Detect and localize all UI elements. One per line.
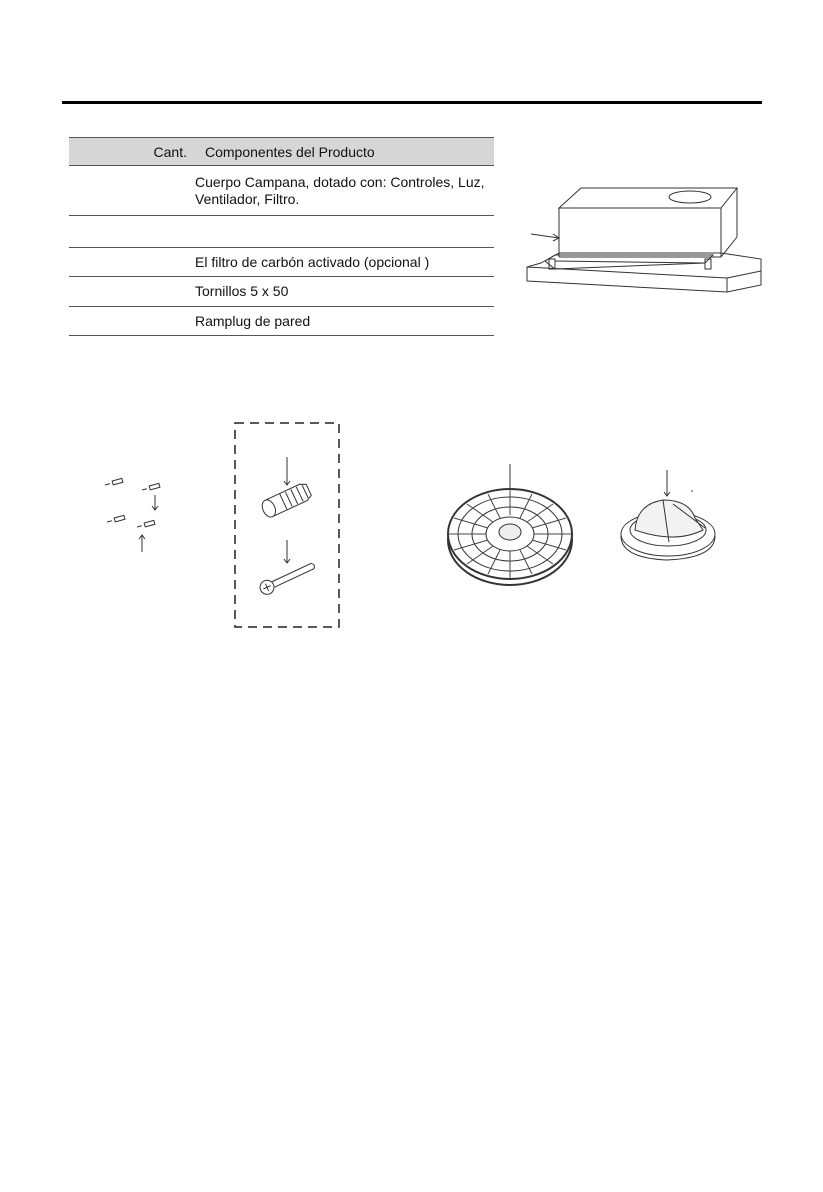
table-row — [69, 216, 494, 248]
wall-plug-and-screw-icon — [232, 420, 342, 630]
row-qty — [69, 307, 191, 336]
row-component: Ramplug de pared — [191, 307, 494, 336]
table-row — [69, 166, 494, 216]
header-rule — [62, 101, 762, 104]
row-qty — [69, 216, 191, 248]
row-qty — [69, 166, 191, 216]
header-component: Componentes del Producto — [191, 138, 494, 166]
table-row — [69, 277, 494, 307]
row-component — [191, 216, 494, 248]
row-qty — [69, 248, 191, 277]
row-qty — [69, 277, 191, 307]
table-row — [69, 307, 494, 336]
flue-connector-icon — [615, 468, 725, 568]
screws-icon — [95, 465, 175, 560]
header-qty: Cant. — [69, 138, 191, 166]
row-component: Tornillos 5 x 50 — [191, 277, 494, 307]
carbon-filter-icon — [442, 462, 582, 597]
table-header-row — [69, 138, 494, 166]
row-component: El filtro de carbón activado (opcional ) — [191, 248, 494, 277]
components-table — [69, 137, 494, 336]
table-row — [69, 248, 494, 277]
row-component: Cuerpo Campana, dotado con: Controles, Luz, Ventilador, Filtro. — [191, 166, 494, 216]
hood-body-icon — [515, 175, 775, 310]
